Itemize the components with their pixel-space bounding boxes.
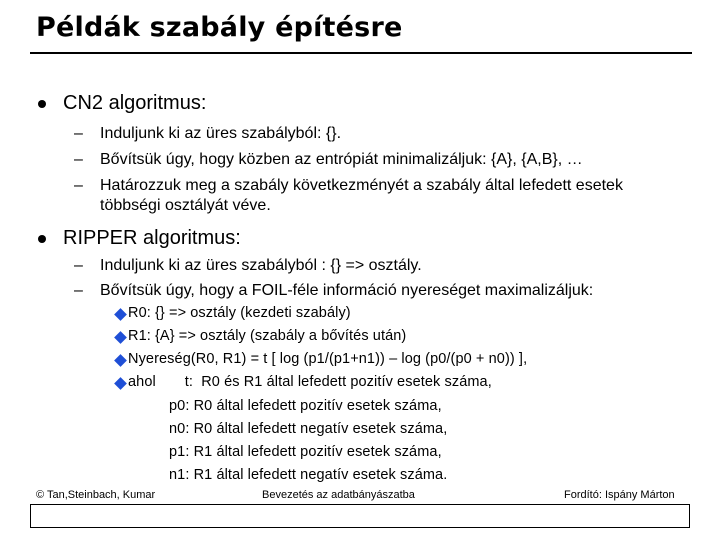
footer-translator: Fordító: Ispány Márton — [564, 489, 675, 501]
dash-marker: – — [74, 177, 83, 194]
diamond-bullet-icon — [114, 377, 127, 390]
cn2-item-3-cont: többségi osztályát véve. — [100, 197, 271, 214]
dash-marker: – — [74, 151, 83, 168]
section-heading-cn2: CN2 algoritmus: — [63, 92, 207, 114]
footer-box — [30, 504, 690, 528]
cn2-item-2: Bővítsük úgy, hogy közben az entrópiát minimalizáljuk: {A}, {A,B}, … — [100, 151, 583, 168]
diamond-bullet-icon — [114, 308, 127, 321]
section-heading-ripper: RIPPER algoritmus: — [63, 227, 241, 249]
diamond-bullet-icon — [114, 354, 127, 367]
dash-marker: – — [74, 125, 83, 142]
ripper-subitem-4: ahol t: R0 és R1 által lefedett pozitív esetek száma, — [128, 374, 492, 390]
ripper-continuation-1: p0: R0 által lefedett pozitív esetek száma, — [169, 398, 442, 414]
cn2-item-3: Határozzuk meg a szabály következményét a szabály által lefedett esetek — [100, 177, 623, 194]
bullet-dot — [38, 100, 46, 108]
diamond-bullet-icon — [114, 331, 127, 344]
cn2-item-1: Induljunk ki az üres szabályból: {}. — [100, 125, 342, 142]
ripper-subitem-3: Nyereség(R0, R1) = t [ log (p1/(p1+n1)) – log (p0/(p0 + n0)) ], — [128, 351, 528, 367]
ripper-item-2: Bővítsük úgy, hogy a FOIL-féle információ nyereséget maximalizáljuk: — [100, 282, 594, 299]
ripper-item-1: Induljunk ki az üres szabályból : {} => osztály. — [100, 257, 422, 274]
ripper-continuation-2: n0: R0 által lefedett negatív esetek száma, — [169, 421, 448, 437]
ripper-subitem-1: R0: {} => osztály (kezdeti szabály) — [128, 305, 351, 321]
ripper-subitem-2: R1: {A} => osztály (szabály a bővítés után) — [128, 328, 407, 344]
dash-marker: – — [74, 282, 83, 299]
footer-copyright: © Tan,Steinbach, Kumar — [36, 489, 156, 501]
ripper-continuation-4: n1: R1 által lefedett negatív esetek száma. — [169, 467, 448, 483]
footer-course-title: Bevezetés az adatbányászatba — [262, 489, 415, 501]
slide-title: Példák szabály építésre — [36, 12, 403, 43]
title-underline — [30, 52, 692, 54]
dash-marker: – — [74, 257, 83, 274]
ripper-continuation-3: p1: R1 által lefedett pozitív esetek száma, — [169, 444, 442, 460]
bullet-dot — [38, 235, 46, 243]
